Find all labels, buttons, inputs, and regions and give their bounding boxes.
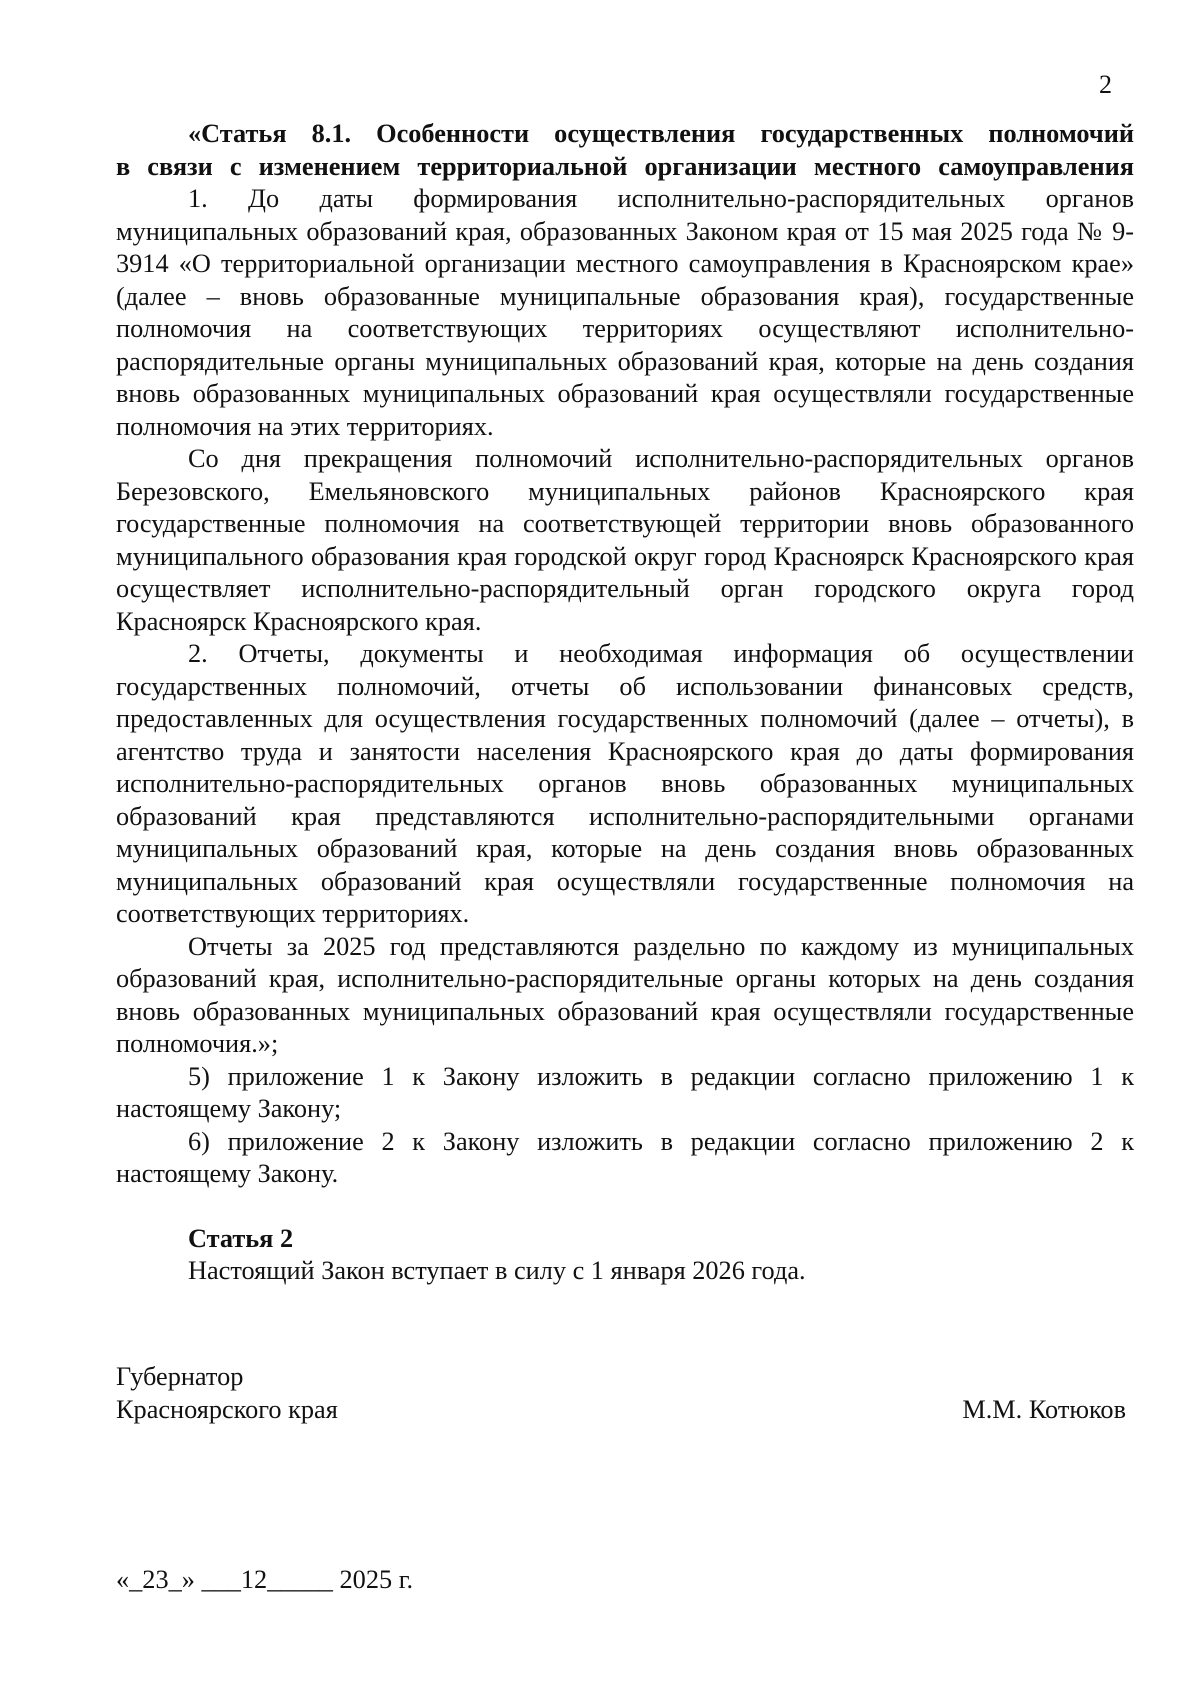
- signatory-position-line-1: Губернатор: [116, 1362, 244, 1391]
- signatory-name: М.М. Котюков: [962, 1395, 1126, 1424]
- article-2-title: Статья 2: [188, 1223, 294, 1253]
- signatory-position-line-2: Красноярского края: [116, 1395, 338, 1424]
- heading-line-2: в связи с изменением территориальной организации местного самоуправления: [116, 151, 1134, 181]
- document-body: [116, 118, 1134, 1288]
- signing-date: «_23_» ___12_____ 2025 г.: [116, 1565, 414, 1594]
- article-2-text: Настоящий Закон вступает в силу с 1 января 2026 года.: [188, 1256, 806, 1285]
- article-8-1-heading: [116, 118, 1134, 183]
- paragraph-6: 6) приложение 2 к Закону изложить в редакции согласно приложению 2 к настоящему Закону.: [116, 1126, 1134, 1188]
- signature-row: [116, 1393, 1126, 1426]
- paragraph-3: 2. Отчеты, документы и необходимая информация об осуществлении государственных полномочий, отчеты об использовании финансовых средств, предоставленных для осуществления государственных полномочий (далее – отчеты), в агентство труда и занятости населения Красноярского края до даты формирования исполнительно-распорядительных органов вновь образованных муниципальных образований края представляются исполнительно-распорядительными органами муниципальных образований края, которые на день создания вновь образованных муниципальных образований края осуществляли государственные полномочия на соответствующих территориях.: [116, 639, 1134, 928]
- paragraph-1: 1. До даты формирования исполнительно-распорядительных органов муниципальных образований края, образованных Законом края от 15 мая 2025 года № 9-3914 «О территориальной организации местного самоуправления в Красноярском крае» (далее – вновь образованные муниципальные образования края), государственные полномочия на соответствующих территориях осуществляют исполнительно-распорядительные органы муниципальных образований края, которые на день создания вновь образованных муниципальных образований края осуществляли государственные полномочия на этих территориях.: [116, 184, 1134, 441]
- page-number: 2: [1099, 70, 1112, 99]
- paragraph-4: Отчеты за 2025 год представляются раздельно по каждому из муниципальных образований края, исполнительно-распорядительные органы которых на день создания вновь образованных муниципальных образований края осуществляли государственные полномочия.»;: [116, 931, 1134, 1058]
- heading-line-1: «Статья 8.1. Особенности осуществления государственных полномочий: [188, 119, 1134, 148]
- paragraph-2: Со дня прекращения полномочий исполнительно-распорядительных органов Березовского, Емельяновского муниципальных районов Красноярского края государственные полномочия на соответствующей территории вновь образованного муниципального образования края городской округ город Красноярск Красноярского края осуществляет исполнительно-распорядительный орган городского округа город Красноярск Красноярского края.: [116, 444, 1134, 636]
- paragraph-5: 5) приложение 1 к Закону изложить в редакции согласно приложению 1 к настоящему Закону;: [116, 1061, 1134, 1123]
- signature-block: [116, 1360, 1126, 1426]
